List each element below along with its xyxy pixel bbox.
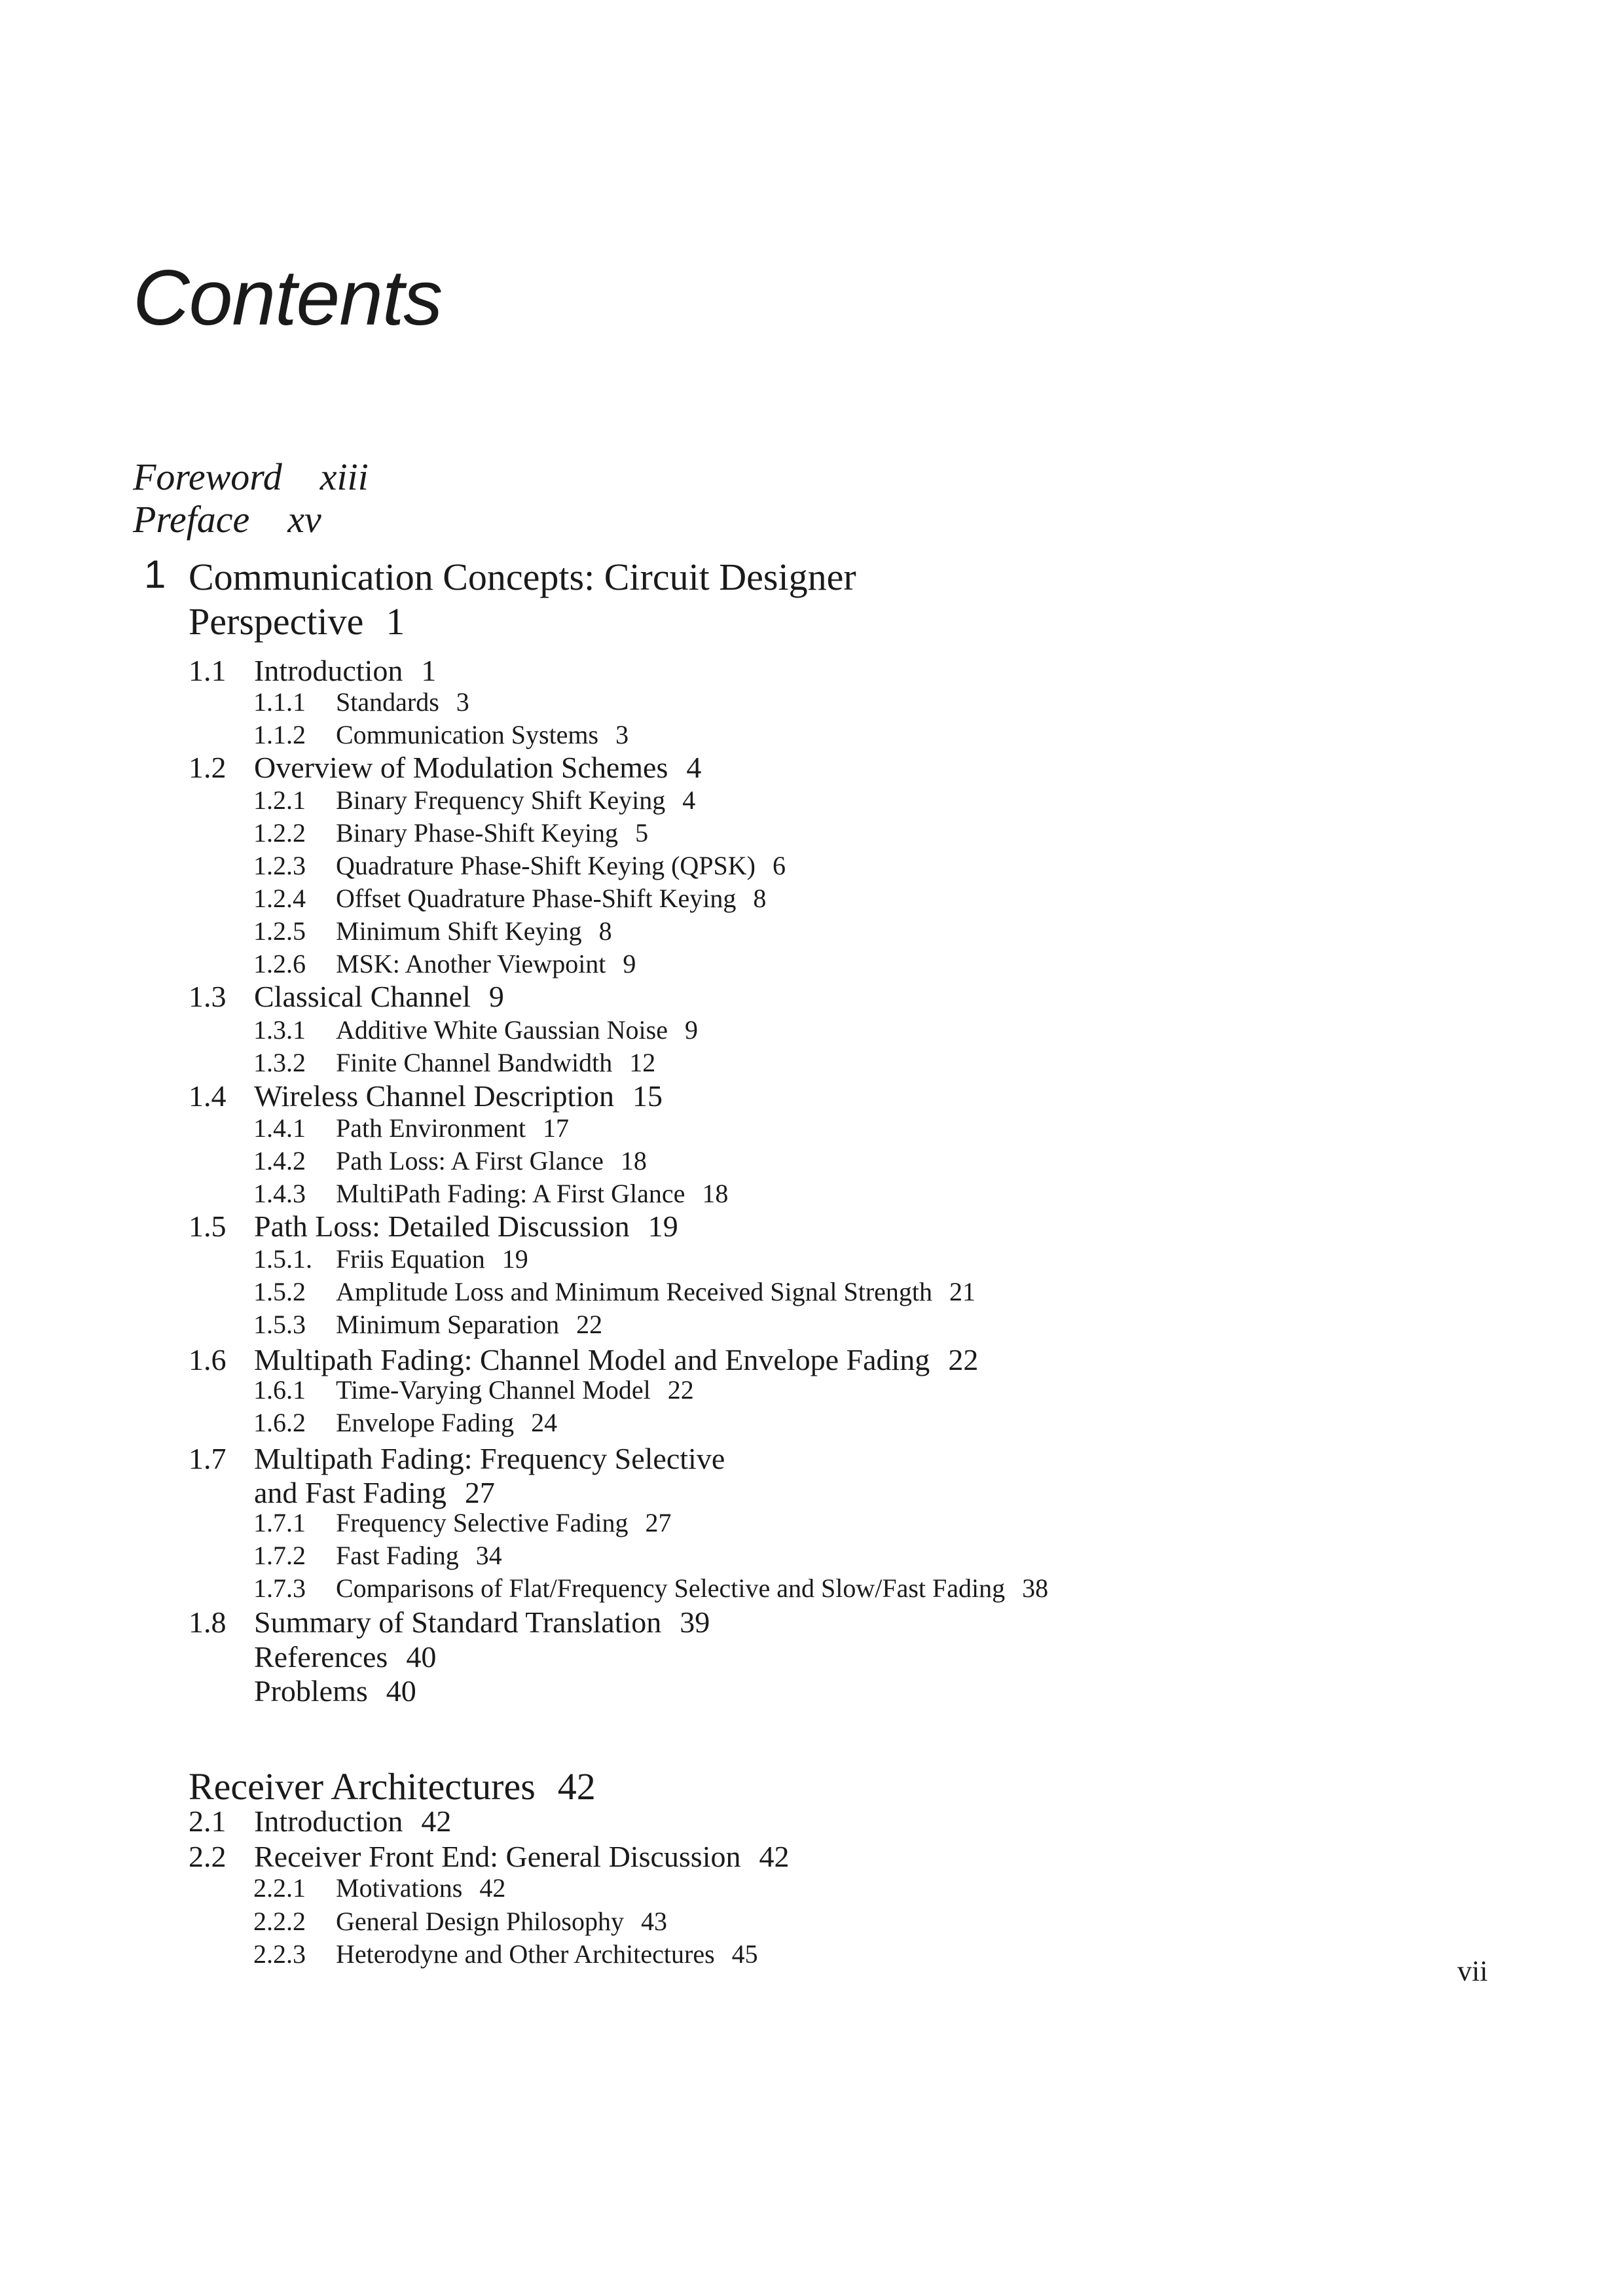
- chapter-page: 42: [557, 1765, 596, 1808]
- entry-number: 1.2.5: [253, 916, 306, 946]
- chapter-title: [189, 555, 856, 644]
- entry-label: Path Environment: [336, 1113, 526, 1143]
- entry-label: Problems: [254, 1674, 368, 1708]
- entry-label: Frequency Selective Fading: [336, 1508, 629, 1537]
- entry-page: 39: [680, 1605, 710, 1639]
- entry-label: Binary Phase-Shift Keying: [336, 818, 619, 848]
- toc-section-row: [189, 1642, 436, 1672]
- toc-subsection-row: [253, 1377, 694, 1403]
- entry-page: 5: [635, 818, 649, 848]
- entry-label: Quadrature Phase-Shift Keying (QPSK): [336, 851, 756, 880]
- entry-number: 1.1: [189, 654, 227, 687]
- entry-label: Minimum Shift Keying: [336, 916, 582, 946]
- toc-section-row: [189, 1607, 710, 1638]
- entry-number: 1.4.1: [253, 1113, 306, 1143]
- entry-label: Fast Fading: [336, 1541, 459, 1570]
- toc-section-row: [189, 753, 701, 783]
- entry-page: 6: [773, 851, 786, 880]
- entry-number: 1.3.1: [253, 1015, 306, 1045]
- entry-number: 2.2.3: [253, 1939, 306, 1969]
- entry-number: 2.1: [189, 1804, 227, 1838]
- toc-subsection-row: [253, 951, 636, 977]
- entry-number: 1.4: [189, 1079, 227, 1113]
- entry-page: 1: [421, 654, 437, 687]
- toc-subsection-row: [253, 1017, 698, 1043]
- entry-number: 1.2: [189, 751, 227, 784]
- toc-section-row: [189, 1345, 978, 1375]
- entry-page: 8: [753, 884, 767, 913]
- toc-subsection-row: [253, 886, 766, 912]
- front-label: Foreword: [133, 456, 282, 498]
- entry-label: Classical Channel: [254, 980, 471, 1013]
- entry-page: 19: [501, 1244, 528, 1274]
- entry-page: 4: [686, 751, 702, 784]
- entry-page: 40: [386, 1674, 416, 1708]
- entry-page: 18: [702, 1179, 729, 1208]
- chapter-number: 1: [144, 552, 166, 596]
- entry-number: 1.5.2: [253, 1277, 306, 1306]
- toc-section-row: [189, 982, 504, 1012]
- entry-label: MSK: Another Viewpoint: [336, 949, 606, 978]
- entry-page: 43: [640, 1907, 667, 1936]
- entry-label: Friis Equation: [336, 1244, 485, 1274]
- toc-subsection-row: [253, 1148, 647, 1174]
- entry-label: Standards: [336, 687, 439, 717]
- toc-subsection-row: [253, 1246, 528, 1272]
- front-label: Preface: [133, 498, 250, 541]
- toc-section-row: [189, 1842, 789, 1872]
- entry-page: 3: [456, 687, 469, 717]
- entry-label: Envelope Fading: [336, 1408, 515, 1437]
- toc-subsection-row: [253, 853, 786, 879]
- chapter-title: Receiver Architectures 42: [189, 1765, 596, 1808]
- entry-label: Introduction: [254, 654, 403, 687]
- front-page: xiii: [319, 456, 369, 498]
- entry-label: References: [254, 1640, 388, 1674]
- toc-front-preface: [133, 498, 321, 541]
- entry-page: 40: [406, 1640, 437, 1674]
- toc-subsection-row: [253, 918, 612, 944]
- toc-subsection-row: [253, 1510, 672, 1536]
- entry-number: 1.4.2: [253, 1146, 306, 1175]
- entry-number: 1.8: [189, 1605, 227, 1639]
- entry-label: General Design Philosophy: [336, 1907, 624, 1936]
- entry-label: Motivations: [336, 1873, 463, 1903]
- front-page: xv: [287, 498, 321, 541]
- entry-number: 1.2.3: [253, 851, 306, 880]
- entry-number: 2.2.1: [253, 1873, 306, 1903]
- toc-subsection-row: [253, 722, 629, 748]
- entry-page: 4: [682, 785, 696, 815]
- entry-number: 2.2: [189, 1840, 227, 1873]
- toc-section-row: [189, 1081, 663, 1111]
- entry-page: 22: [576, 1310, 603, 1339]
- toc-section-row: [189, 656, 436, 686]
- entry-label: Overview of Modulation Schemes: [254, 751, 668, 784]
- entry-page: 42: [421, 1804, 452, 1838]
- entry-page: 45: [731, 1939, 758, 1969]
- entry-page: 12: [629, 1048, 656, 1077]
- entry-label: Offset Quadrature Phase-Shift Keying: [336, 884, 737, 913]
- toc-section-row: [189, 1676, 416, 1706]
- toc-section-row: [189, 1211, 678, 1242]
- entry-label: MultiPath Fading: A First Glance: [336, 1179, 685, 1208]
- entry-page: 24: [531, 1408, 558, 1437]
- entry-page: 9: [623, 949, 636, 978]
- entry-number: 1.6: [189, 1343, 227, 1376]
- toc-subsection-row: [253, 820, 648, 846]
- entry-label: Path Loss: A First Glance: [336, 1146, 604, 1175]
- toc-subsection-row: [253, 1181, 728, 1207]
- chapter-title-line2: Perspective 1: [189, 600, 405, 643]
- entry-page: 22: [948, 1343, 979, 1376]
- entry-page: 42: [479, 1873, 506, 1903]
- entry-label: Path Loss: Detailed Discussion: [254, 1210, 630, 1243]
- entry-label: Multipath Fading: Frequency Selective: [254, 1442, 725, 1475]
- entry-page: 18: [620, 1146, 647, 1175]
- page-number: vii: [1457, 1955, 1488, 1987]
- entry-label: Heterodyne and Other Architectures: [336, 1939, 715, 1969]
- entry-number: 1.5: [189, 1210, 227, 1243]
- entry-page: 27: [645, 1508, 672, 1537]
- entry-page: 8: [598, 916, 612, 946]
- toc-subsection-row: [253, 1575, 1048, 1602]
- entry-page: 9: [684, 1015, 698, 1045]
- entry-page: 34: [475, 1541, 502, 1570]
- entry-page: 42: [759, 1840, 790, 1873]
- toc-subsection-row: [253, 1909, 667, 1935]
- entry-label: Multipath Fading: Channel Model and Envelope Fading: [254, 1343, 930, 1376]
- entry-number: 1.6.2: [253, 1408, 306, 1437]
- entry-label: Binary Frequency Shift Keying: [336, 785, 666, 815]
- entry-label: Comparisons of Flat/Frequency Selective and Slow/Fast Fading: [336, 1573, 1006, 1603]
- toc-section-row: [189, 1478, 495, 1508]
- entry-page: 17: [542, 1113, 569, 1143]
- entry-number: 1.1.1: [253, 687, 306, 717]
- entry-number: 1.7.1: [253, 1508, 306, 1537]
- entry-number: 1.2.2: [253, 818, 306, 848]
- entry-label: Finite Channel Bandwidth: [336, 1048, 613, 1077]
- toc-subsection-row: [253, 1279, 976, 1305]
- toc-subsection-row: [253, 1410, 557, 1436]
- toc-subsection-row: [253, 1115, 569, 1141]
- entry-number: 1.7.3: [253, 1573, 306, 1603]
- entry-number: 1.3: [189, 980, 227, 1013]
- entry-page: 19: [647, 1210, 678, 1243]
- entry-number: 1.7.2: [253, 1541, 306, 1570]
- toc-subsection-row: [253, 1312, 602, 1338]
- entry-number: 1.5.3: [253, 1310, 306, 1339]
- entry-label: Communication Systems: [336, 720, 599, 749]
- toc-subsection-row: [253, 1050, 655, 1076]
- entry-number: 1.6.1: [253, 1375, 306, 1405]
- entry-label: Receiver Front End: General Discussion: [254, 1840, 741, 1873]
- toc-subsection-row: [253, 1543, 502, 1569]
- entry-number: 1.3.2: [253, 1048, 306, 1077]
- entry-label: Minimum Separation: [336, 1310, 560, 1339]
- toc-subsection-row: [253, 689, 469, 715]
- toc-section-row: [189, 1444, 743, 1474]
- chapter-title-line1: Communication Concepts: Circuit Designer: [189, 556, 856, 598]
- entry-label: Additive White Gaussian Noise: [336, 1015, 668, 1045]
- page-title: Contents: [133, 254, 443, 342]
- entry-page: 38: [1022, 1573, 1049, 1603]
- chapter-page: 1: [386, 600, 405, 643]
- toc-subsection-row: [253, 787, 695, 814]
- entry-page: 27: [464, 1476, 495, 1509]
- entry-label: Introduction: [254, 1804, 403, 1838]
- entry-label: Time-Varying Channel Model: [336, 1375, 651, 1405]
- entry-label: Wireless Channel Description: [254, 1079, 615, 1113]
- toc-front-foreword: [133, 458, 369, 496]
- entry-page: 9: [488, 980, 504, 1013]
- toc-section-row: [189, 1806, 451, 1837]
- entry-number: 1.5.1.: [253, 1244, 312, 1274]
- entry-page: 21: [949, 1277, 976, 1306]
- toc-subsection-row: [253, 1875, 505, 1901]
- entry-page: 15: [632, 1079, 663, 1113]
- entry-number: 1.2.6: [253, 949, 306, 978]
- entry-number: 1.7: [189, 1442, 227, 1475]
- entry-number: 2.2.2: [253, 1907, 306, 1936]
- entry-number: 1.2.4: [253, 884, 306, 913]
- entry-label: Summary of Standard Translation: [254, 1605, 662, 1639]
- entry-page: 22: [667, 1375, 694, 1405]
- entry-label: and Fast Fading: [254, 1476, 447, 1509]
- entry-number: 1.2.1: [253, 785, 306, 815]
- toc-subsection-row: [253, 1941, 758, 1967]
- entry-label: Amplitude Loss and Minimum Received Signal Strength: [336, 1277, 933, 1306]
- entry-page: 3: [615, 720, 629, 749]
- entry-number: 1.1.2: [253, 720, 306, 749]
- entry-number: 1.4.3: [253, 1179, 306, 1208]
